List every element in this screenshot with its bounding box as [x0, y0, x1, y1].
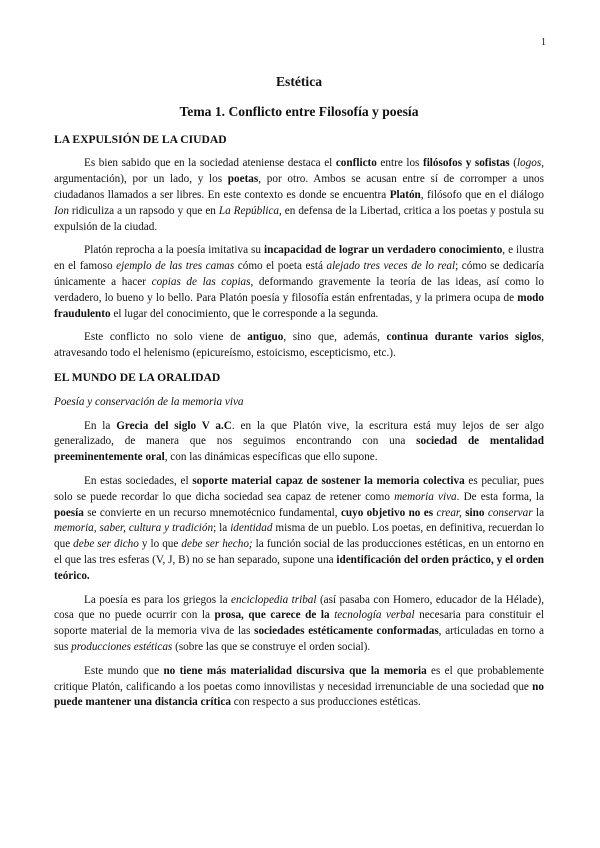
- text-run: , por otro. Ambos se acusan entre sí de corromper a unos ciudadanos llamados a ser libres. En este contexto es donde se encuentra: [54, 173, 545, 201]
- document-body: [54, 74, 544, 719]
- paragraph: [54, 664, 544, 711]
- text-run: ridiculiza a un rapsodo y que en: [68, 204, 219, 217]
- text-run: es peculiar, pues solo se puede recordar lo que dicha sociedad sea capaz de retener como: [54, 474, 544, 503]
- italic-text: tecnología verbal: [334, 609, 415, 622]
- text-run: entre los: [376, 157, 423, 170]
- bold-text: Platón: [389, 188, 421, 201]
- text-run: argumentación), por un lado, y los: [54, 173, 228, 186]
- text-run: En la: [84, 419, 117, 432]
- text-run: En estas sociedades, el: [84, 474, 193, 487]
- text-run: Es bien sabido que en la sociedad ateniense destaca el: [84, 157, 336, 170]
- text-run: misma de un pueblo. Los poetas, en definitiva, recuerdan lo que: [54, 522, 544, 551]
- bold-text: soporte material capaz de sostener la memoria colectiva: [192, 474, 465, 487]
- italic-text: memoria, saber, cultura y tradición: [54, 522, 214, 535]
- document-title: Estética: [275, 74, 323, 89]
- italic-text: enciclopedia tribal: [231, 593, 317, 606]
- text-run: es el que probablemente critique Platón, calificando a los poetas como innovilistas y necesidad irrenunciable de una sociedad que: [54, 664, 544, 693]
- bold-text: identificación del orden práctico, y el orden teórico.: [54, 553, 544, 582]
- text-run: . en la que Platón vive, la escritura está muy lejos de ser algo generalizado, de manera que nos seguimos encontrando con una: [54, 419, 544, 448]
- text-run: , atravesando todo el helenismo (epicureísmo, estoicismo, escepticismo, etc.).: [54, 331, 544, 360]
- text-run: Este conflicto no solo viene de: [84, 331, 248, 344]
- bold-text: poetas: [227, 173, 259, 186]
- text-run: (: [509, 157, 517, 170]
- bold-text: cuyo objetivo no es: [340, 506, 434, 519]
- paragraph: [54, 474, 544, 585]
- paragraph: [54, 243, 544, 322]
- text-run: y lo que: [138, 538, 182, 551]
- text-run: , articuladas en torno a sus: [54, 625, 544, 653]
- text-run: La poesía es para los griegos la: [84, 593, 232, 606]
- italic-text: La República,: [218, 204, 282, 217]
- bold-text: incapacidad de lograr un verdadero conocimiento: [264, 244, 503, 257]
- bold-text: continua durante varios siglos: [386, 331, 542, 344]
- text-run: ; la: [213, 522, 231, 535]
- paragraph: [54, 593, 544, 656]
- page-number: 1: [541, 37, 546, 48]
- section-oralidad: [54, 370, 544, 711]
- bold-text: filósofos y sofistas: [422, 157, 510, 170]
- text-run: con respecto a sus producciones estéticas.: [230, 696, 421, 709]
- italic-text: memoria viva: [394, 490, 457, 503]
- text-run: , sino que, además,: [283, 331, 387, 344]
- italic-text: Ion: [54, 204, 69, 217]
- bold-text: modo fraudulento: [54, 291, 544, 320]
- section-expulsion: [54, 132, 544, 362]
- paragraph: [54, 156, 544, 235]
- text-run: (así pasaba con Homero, educador de la Hélade), cosa que no puede ocurrir con la: [54, 593, 545, 622]
- text-run: se convierte en un recurso mnemotécnico fundamental,: [83, 506, 341, 519]
- text-run: (sobre las que se construye el orden social).: [172, 640, 371, 653]
- text-run: el lugar del conocimiento, que le corresponde a la segunda.: [110, 307, 379, 320]
- bold-text: sociedad de mentalidad preeminentemente oral: [54, 435, 545, 464]
- bold-text: no tiene más materialidad discursiva que la memoria: [163, 664, 427, 677]
- italic-text: conservar: [487, 506, 533, 519]
- bold-text: no puede mantener una distancia crítica: [54, 680, 544, 709]
- italic-text: crear,: [436, 506, 462, 519]
- text-run: deformando gravemente la teoría de las ideas, así como lo verdadero, lo bueno y lo bello. Para Platón poesía y filosofía están enfrentadas, y la primera ocupa de: [54, 275, 544, 304]
- italic-text: ejemplo de las tres camas: [116, 260, 235, 273]
- text-run: . De esta forma, la: [456, 490, 544, 503]
- text-run: Platón reprocha a la poesía imitativa su: [84, 244, 264, 257]
- document-subtitle: Tema 1. Conflicto entre Filosofía y poesía: [179, 103, 419, 119]
- bold-text: antiguo: [247, 331, 284, 344]
- text-run: en defensa de la Libertad, critica a los poetas y postula su expulsión de la ciudad.: [54, 204, 544, 233]
- text-run: la función social de las producciones estéticas, en un entorno en el que las tres esferas (V, J, B) no se han separado, supone una: [54, 538, 544, 566]
- text-run: la: [532, 506, 545, 519]
- subsection-heading: Poesía y conservación de la memoria viva: [54, 395, 244, 408]
- italic-text: debe ser hecho;: [181, 538, 253, 551]
- bold-text: prosa, que carece de la: [214, 609, 330, 622]
- bold-text: conflicto: [335, 157, 377, 170]
- bold-text: Grecia del siglo V a.C: [116, 419, 232, 432]
- text-run: Este mundo que: [84, 664, 164, 677]
- section-heading: EL MUNDO DE LA ORALIDAD: [54, 370, 221, 384]
- italic-text: logos,: [516, 157, 544, 170]
- italic-text: identidad: [230, 522, 273, 535]
- italic-text: debe ser dicho: [73, 538, 139, 551]
- italic-text: alejado tres veces de lo real: [326, 260, 456, 273]
- italic-text: copias de las copias,: [151, 275, 254, 288]
- section-heading: LA EXPULSIÓN DE LA CIUDAD: [54, 132, 227, 146]
- paragraph: [54, 330, 544, 362]
- text-run: , con las dinámicas específicas que ello supone.: [164, 451, 378, 464]
- text-run: cómo el poeta está: [234, 260, 327, 273]
- text-run: necesaria para constituir el soporte material de la memoria viva de las: [54, 609, 544, 638]
- text-run: ; cómo se dedicaría únicamente a hacer: [54, 260, 544, 288]
- bold-text: sino: [465, 506, 485, 519]
- italic-text: producciones estéticas: [71, 640, 173, 653]
- text-run: , filósofo que en el diálogo: [420, 188, 544, 201]
- paragraph: [54, 419, 544, 466]
- bold-text: poesía: [54, 506, 84, 519]
- text-run: , e ilustra en el famoso: [54, 244, 545, 273]
- bold-text: sociedades estéticamente conformadas: [254, 625, 439, 638]
